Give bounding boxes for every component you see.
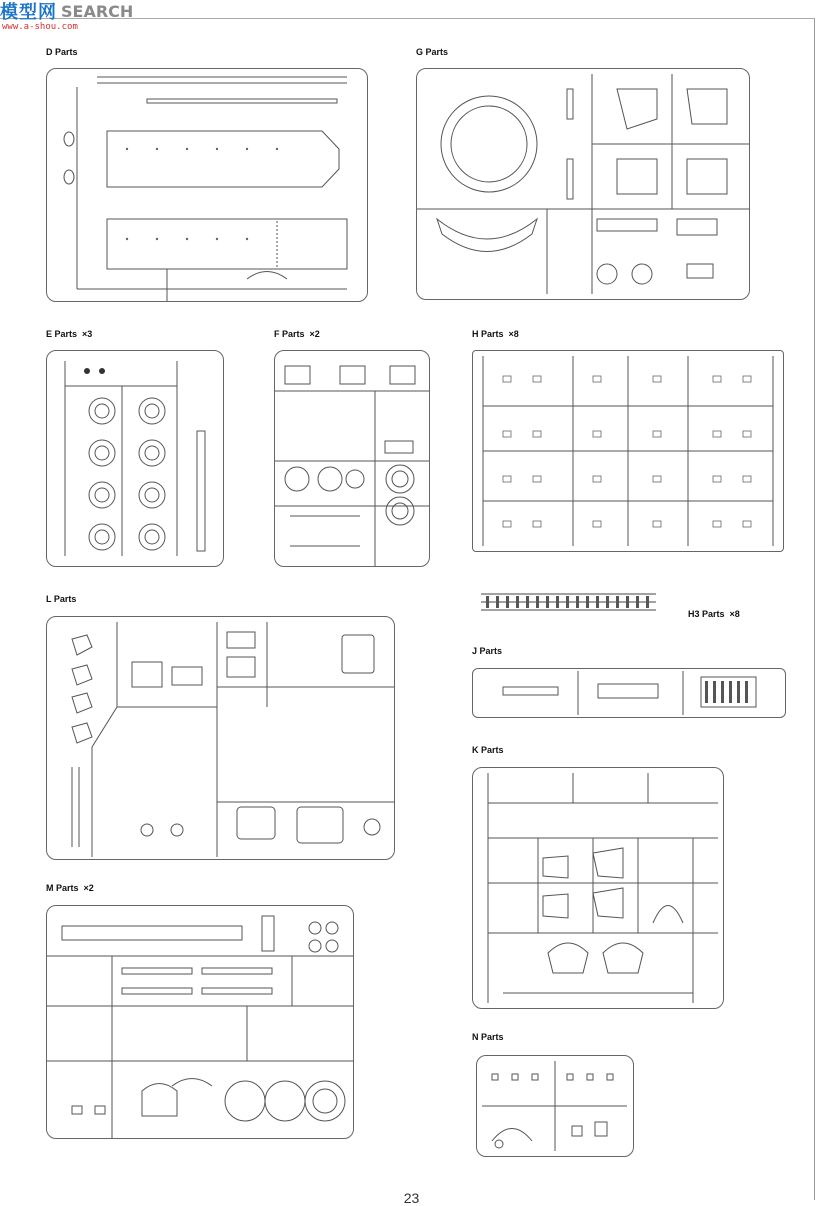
sprue-e: [46, 350, 224, 567]
section-f-multiplier: ×2: [309, 329, 320, 339]
section-g-title: G Parts: [416, 47, 449, 57]
sprue-h: [472, 350, 784, 552]
sprue-h-drawing: [473, 351, 783, 551]
sprue-m-drawing: [47, 906, 353, 1138]
sprue-d-drawing: [47, 69, 367, 301]
sprue-f-drawing: [275, 351, 429, 566]
section-j-title: J Parts: [472, 646, 503, 656]
sprue-j-drawing: [473, 669, 785, 717]
sprue-l-drawing: [47, 617, 394, 859]
logo-text: 模型网: [0, 2, 57, 23]
section-label-l: [46, 594, 81, 604]
section-k-title: K Parts: [472, 745, 504, 755]
section-label-h3: [688, 609, 740, 619]
sprue-k-drawing: [473, 768, 723, 1008]
section-label-e: [46, 329, 92, 339]
sprue-g: [416, 68, 750, 300]
sprue-j: [472, 668, 786, 718]
section-label-k: [472, 745, 509, 755]
sprue-h3: [476, 591, 661, 613]
section-label-m: [46, 883, 94, 893]
sprue-k: [472, 767, 724, 1009]
logo-search-text: SEARCH: [61, 1, 134, 21]
section-h3-multiplier: ×8: [729, 609, 740, 619]
sprue-n: [476, 1055, 634, 1157]
sprue-n-drawing: [477, 1056, 633, 1156]
section-h3-title: H3 Parts: [688, 609, 725, 619]
section-label-g: [416, 47, 453, 57]
section-label-f: [274, 329, 320, 339]
sprue-l: [46, 616, 395, 860]
page-number: 23: [403, 1190, 420, 1206]
section-h-multiplier: ×8: [508, 329, 519, 339]
section-label-d: [46, 47, 83, 57]
sprue-e-drawing: [47, 351, 223, 566]
section-label-n: [472, 1032, 509, 1042]
section-d-title: D Parts: [46, 47, 78, 57]
section-f-title: F Parts: [274, 329, 305, 339]
section-e-multiplier: ×3: [82, 329, 93, 339]
watermark-domain: www.a-shou.com: [2, 22, 78, 32]
sprue-d: [46, 68, 368, 302]
section-m-multiplier: ×2: [83, 883, 94, 893]
sprue-m: [46, 905, 354, 1139]
section-label-h: [472, 329, 519, 339]
section-h-title: H Parts: [472, 329, 504, 339]
sprue-h3-drawing: [476, 591, 661, 613]
section-m-title: M Parts: [46, 883, 79, 893]
section-n-title: N Parts: [472, 1032, 504, 1042]
sprue-g-drawing: [417, 69, 749, 299]
watermark-logo: [0, 0, 133, 22]
section-label-j: [472, 646, 507, 656]
sprue-f: [274, 350, 430, 567]
section-l-title: L Parts: [46, 594, 77, 604]
section-e-title: E Parts: [46, 329, 78, 339]
